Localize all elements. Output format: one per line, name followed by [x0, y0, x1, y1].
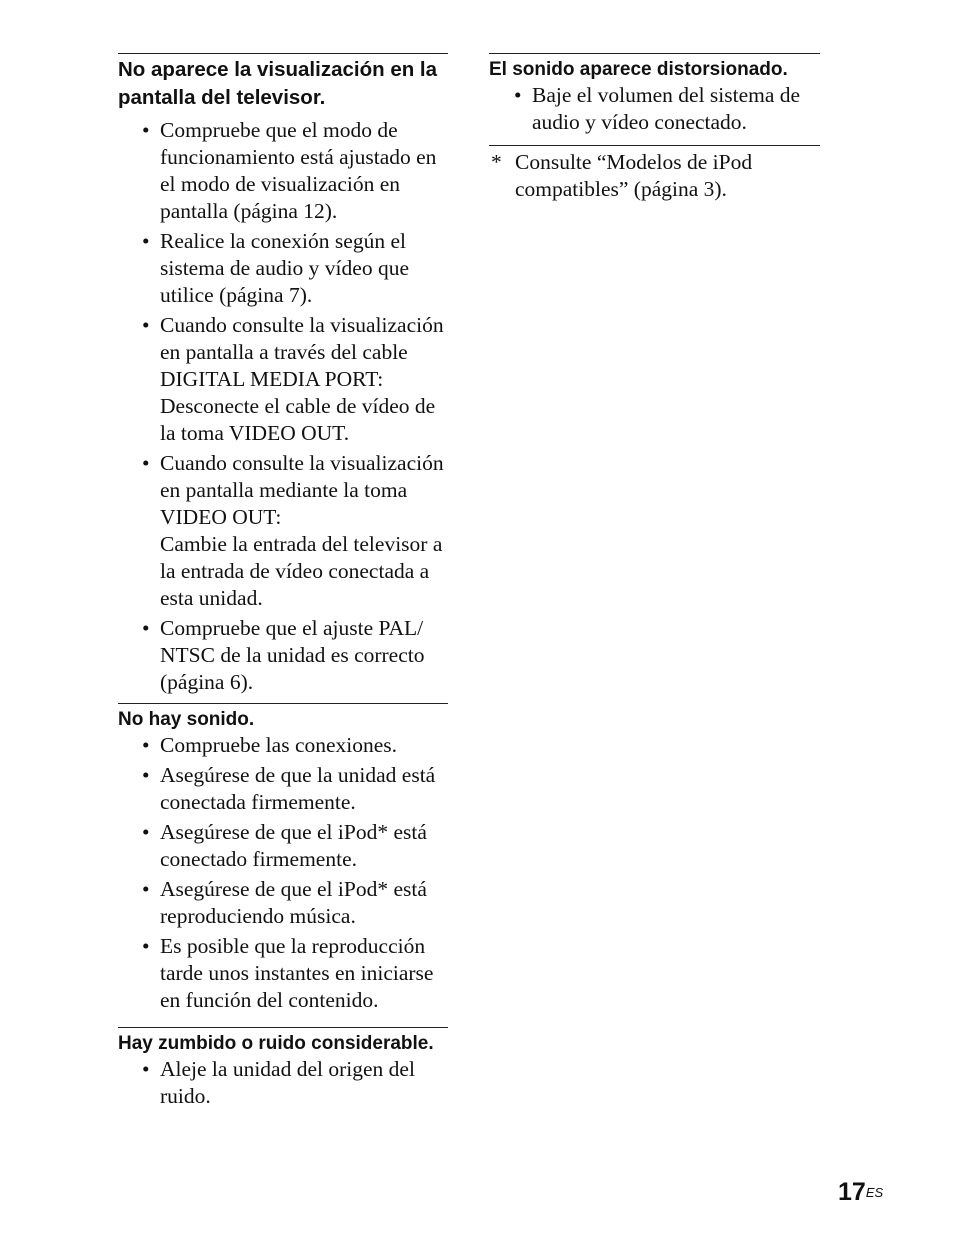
section-heading: Hay zumbido o ruido considerable.	[118, 1033, 434, 1054]
bullet-list	[118, 1056, 448, 1110]
section-no-display	[118, 53, 448, 696]
bullet-icon: •	[142, 820, 150, 844]
list-item	[118, 312, 448, 447]
bullet-list	[489, 82, 820, 136]
list-item-text: Asegúrese de que el iPod* está conectado firmemente.	[160, 820, 427, 871]
section-heading: No hay sonido.	[118, 709, 255, 730]
bullet-icon: •	[514, 83, 522, 107]
list-item-text: Aleje la unidad del origen del ruido.	[160, 1057, 415, 1108]
list-item	[118, 1056, 448, 1110]
section-humming-noise	[118, 1027, 448, 1110]
bullet-icon: •	[142, 763, 150, 787]
bullet-icon: •	[142, 733, 150, 757]
list-item	[118, 876, 448, 930]
footnote-text: Consulte “Modelos de iPod compatibles” (página 3).	[515, 150, 753, 201]
list-item	[489, 82, 820, 136]
list-item	[118, 615, 448, 696]
list-item-text: Es posible que la reproducción tarde unos instantes en iniciarse en función del contenido.	[160, 934, 434, 1012]
footnote	[489, 145, 820, 203]
section-heading: El sonido aparece distorsionado.	[489, 59, 788, 80]
list-item-text: Baje el volumen del sistema de audio y vídeo conectado.	[532, 83, 801, 134]
list-item-text: Cuando consulte la visualización en pantalla a través del cable DIGITAL MEDIA PORT: Desconecte el cable de vídeo de la toma VIDEO OUT.	[160, 313, 444, 445]
list-item	[118, 450, 448, 612]
list-item	[118, 228, 448, 309]
left-column	[118, 53, 448, 1113]
page-language-suffix: ES	[865, 1185, 884, 1200]
page-number	[838, 1177, 883, 1207]
list-item	[118, 732, 448, 759]
list-item	[118, 762, 448, 816]
list-item	[118, 933, 448, 1014]
bullet-icon: •	[142, 1057, 150, 1081]
footnote-marker: *	[491, 150, 502, 174]
list-item-text: Asegúrese de que el iPod* está reproduciendo música.	[160, 877, 427, 928]
list-item	[118, 117, 448, 225]
bullet-icon: •	[142, 451, 150, 475]
bullet-icon: •	[142, 877, 150, 901]
bullet-icon: •	[142, 934, 150, 958]
list-item-text: Compruebe que el ajuste PAL/ NTSC de la unidad es correcto (página 6).	[160, 616, 425, 694]
list-item-text: Asegúrese de que la unidad está conectada firmemente.	[160, 763, 436, 814]
list-item-text: Compruebe que el modo de funcionamiento está ajustado en el modo de visualización en pantalla (página 12).	[160, 118, 437, 223]
section-distorted-sound	[489, 53, 820, 136]
list-item	[118, 819, 448, 873]
list-item-text: Realice la conexión según el sistema de audio y vídeo que utilice (página 7).	[160, 229, 409, 307]
list-item-text: Compruebe las conexiones.	[160, 733, 398, 757]
bullet-list	[118, 732, 448, 1014]
bullet-icon: •	[142, 313, 150, 337]
bullet-icon: •	[142, 616, 150, 640]
list-item-text: Cuando consulte la visualización en pantalla mediante la toma VIDEO OUT: Cambie la entrada del televisor a la entrada de vídeo conectada a esta unidad.	[160, 451, 444, 610]
right-column	[489, 53, 820, 203]
page-number-value: 17	[838, 1178, 866, 1206]
bullet-list	[118, 117, 448, 696]
section-no-sound	[118, 703, 448, 1014]
bullet-icon: •	[142, 118, 150, 142]
bullet-icon: •	[142, 229, 150, 253]
section-heading: No aparece la visualización en la pantalla del televisor.	[118, 58, 438, 109]
